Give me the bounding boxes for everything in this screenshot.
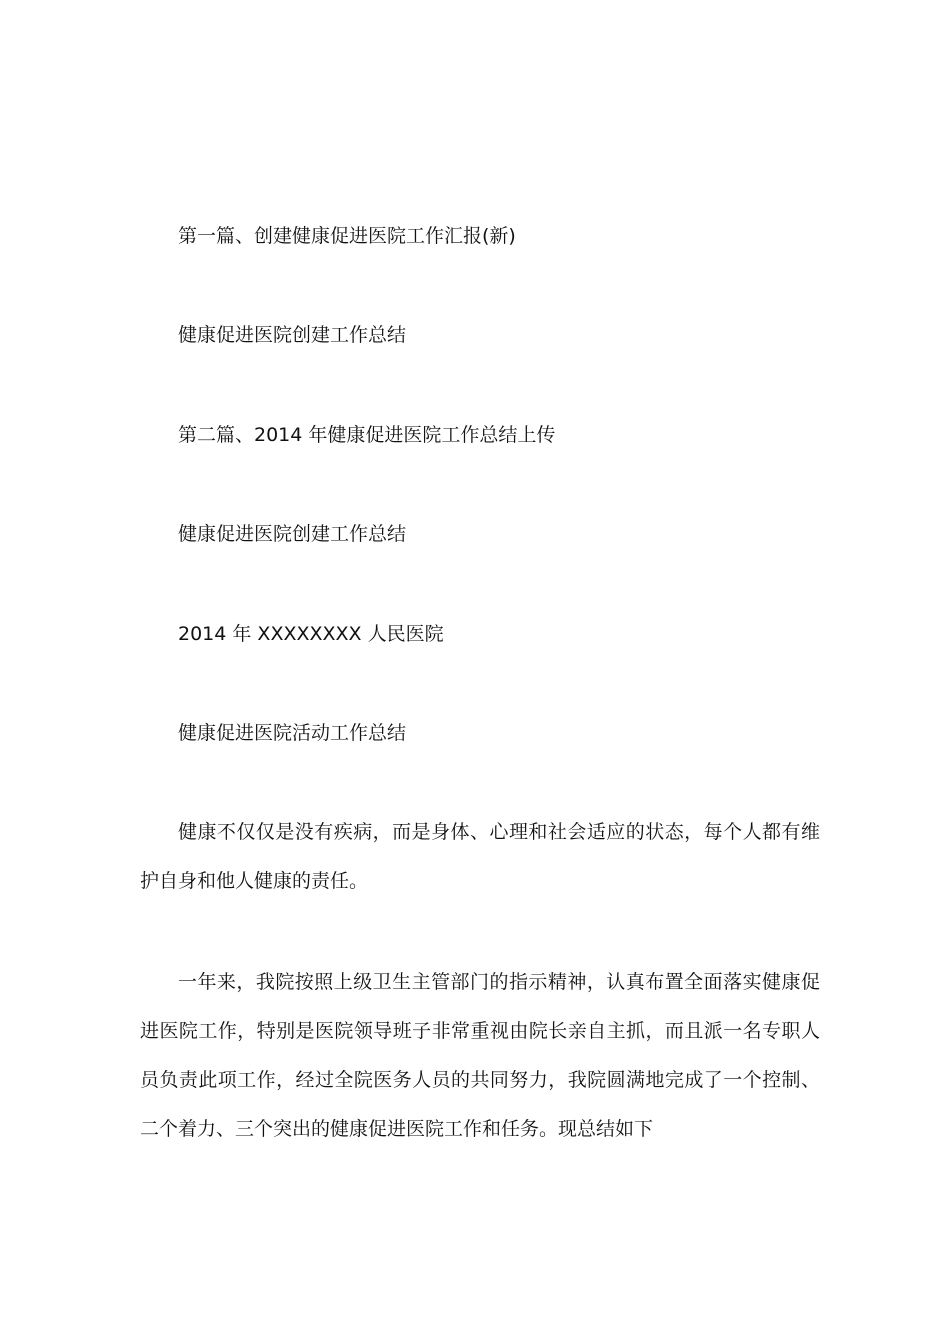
paragraph-year-summary: 一年来，我院按照上级卫生主管部门的指示精神，认真布置全面落实健康促进医院工作，特别是医院领导班子非常重视由院长亲自主抓，而且派一名专职人员负责此项工作，经过全院医务人员的共同努力，我院圆满地完成了一个控制、二个着力、三个突出的健康促进医院工作和任务。现总结如下 xyxy=(140,971,820,1140)
hospital-line: 2014 年 XXXXXXXX 人民医院 xyxy=(178,623,444,645)
subheading-summary-2: 健康促进医院创建工作总结 xyxy=(178,523,407,545)
subheading-summary-1: 健康促进医院创建工作总结 xyxy=(178,324,407,346)
activity-summary-title: 健康促进医院活动工作总结 xyxy=(178,722,407,744)
heading-part-two: 第二篇、2014 年健康促进医院工作总结上传 xyxy=(178,424,556,446)
heading-part-one: 第一篇、创建健康促进医院工作汇报(新) xyxy=(178,225,516,247)
paragraph-health-definition: 健康不仅仅是没有疾病，而是身体、心理和社会适应的状态，每个人都有维护自身和他人健康的责任。 xyxy=(140,821,820,892)
